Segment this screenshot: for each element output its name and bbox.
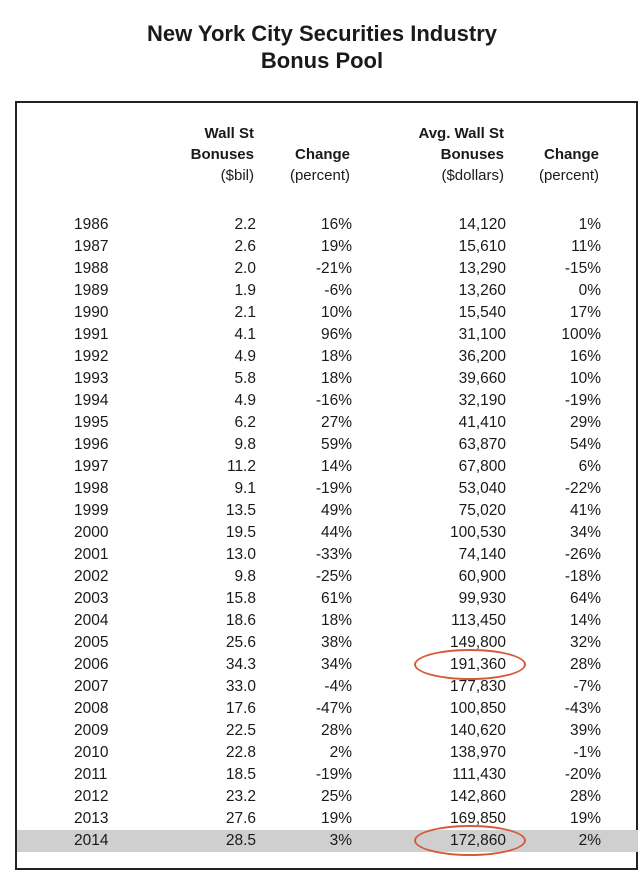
avg-bonuses-cell: 36,200 — [458, 348, 506, 365]
table-row — [17, 478, 638, 500]
avg-change-cell: 41% — [569, 502, 601, 519]
table-row — [17, 434, 638, 456]
page-title — [0, 20, 644, 74]
avg-change-cell: -43% — [564, 700, 601, 717]
header-avg-change — [539, 144, 599, 186]
year-cell: 1994 — [74, 392, 109, 409]
table-row — [17, 808, 638, 830]
year-cell: 1999 — [74, 502, 109, 519]
avg-bonuses-cell: 74,140 — [458, 546, 506, 563]
table-row — [17, 346, 638, 368]
table-row — [17, 368, 638, 390]
avg-bonuses-cell: 53,040 — [458, 480, 506, 497]
bonuses-cell: 2.1 — [234, 304, 256, 321]
bonuses-cell: 4.9 — [234, 392, 256, 409]
avg-bonuses-cell: 140,620 — [449, 722, 506, 739]
year-cell: 1995 — [74, 414, 109, 431]
year-cell: 1988 — [74, 260, 109, 277]
bonuses-cell: 1.9 — [234, 282, 256, 299]
avg-change-cell: 54% — [569, 436, 601, 453]
avg-bonuses-cell: 111,430 — [452, 766, 506, 783]
table-row — [17, 214, 638, 236]
year-cell: 1998 — [74, 480, 109, 497]
bonuses-cell: 17.6 — [225, 700, 256, 717]
change-cell: -19% — [315, 480, 352, 497]
bonuses-cell: 28.5 — [225, 832, 256, 849]
header-avg-line2: Bonuses — [440, 146, 504, 163]
header-bonuses — [191, 123, 254, 186]
bonuses-cell: 2.0 — [234, 260, 256, 277]
bonuses-cell: 13.0 — [225, 546, 256, 563]
year-cell: 1990 — [74, 304, 109, 321]
avg-bonuses-cell: 113,450 — [451, 612, 506, 629]
bonuses-cell: 5.8 — [234, 370, 256, 387]
avg-change-cell: 17% — [569, 304, 601, 321]
year-cell: 1997 — [74, 458, 109, 475]
bonuses-cell: 27.6 — [225, 810, 256, 827]
table-row — [17, 456, 638, 478]
avg-change-cell: 34% — [569, 524, 601, 541]
change-cell: 49% — [320, 502, 352, 519]
header-avg-unit: ($dollars) — [441, 167, 504, 184]
change-cell: 27% — [320, 414, 352, 431]
change-cell: 61% — [320, 590, 352, 607]
change-cell: 2% — [329, 744, 352, 761]
bonuses-cell: 2.2 — [234, 216, 256, 233]
bonuses-cell: 22.8 — [225, 744, 256, 761]
change-cell: 34% — [320, 656, 352, 673]
year-cell: 2007 — [74, 678, 109, 695]
avg-bonuses-cell: 39,660 — [458, 370, 506, 387]
avg-bonuses-cell: 14,120 — [458, 216, 506, 233]
avg-change-cell: 64% — [569, 590, 601, 607]
avg-change-cell: 2% — [578, 832, 601, 849]
change-cell: 16% — [320, 216, 352, 233]
avg-change-cell: 0% — [578, 282, 601, 299]
avg-bonuses-cell: 67,800 — [458, 458, 506, 475]
avg-change-cell: 29% — [569, 414, 601, 431]
change-cell: 18% — [320, 612, 352, 629]
avg-bonuses-cell: 15,610 — [458, 238, 506, 255]
year-cell: 2003 — [74, 590, 109, 607]
avg-change-cell: 14% — [569, 612, 601, 629]
table-row — [17, 500, 638, 522]
header-change-line1: Change — [294, 146, 350, 163]
avg-change-cell: -7% — [573, 678, 601, 695]
change-cell: 18% — [320, 370, 352, 387]
year-cell: 2014 — [74, 832, 109, 849]
avg-bonuses-cell: 169,850 — [449, 810, 506, 827]
change-cell: 25% — [320, 788, 352, 805]
change-cell: 19% — [320, 238, 352, 255]
change-cell: 59% — [320, 436, 352, 453]
title-line-2: Bonus Pool — [260, 48, 384, 73]
avg-change-cell: 100% — [561, 326, 601, 343]
avg-bonuses-cell: 32,190 — [458, 392, 506, 409]
header-avg-change-line1: Change — [543, 146, 599, 163]
data-table-body — [17, 214, 638, 852]
bonuses-cell: 9.1 — [234, 480, 256, 497]
bonuses-cell: 19.5 — [225, 524, 256, 541]
table-row — [17, 632, 638, 654]
change-cell: 18% — [320, 348, 352, 365]
avg-change-cell: 28% — [569, 788, 601, 805]
avg-bonuses-cell: 142,860 — [449, 788, 506, 805]
table-row — [17, 522, 638, 544]
year-cell: 1991 — [74, 326, 109, 343]
bonuses-cell: 15.8 — [225, 590, 256, 607]
year-cell: 2000 — [74, 524, 109, 541]
header-change — [290, 144, 350, 186]
avg-change-cell: -18% — [564, 568, 601, 585]
year-cell: 2008 — [74, 700, 109, 717]
change-cell: 96% — [320, 326, 352, 343]
table-row — [17, 764, 638, 786]
year-cell: 2009 — [74, 722, 109, 739]
year-cell: 2011 — [74, 766, 108, 783]
avg-change-cell: -15% — [564, 260, 601, 277]
avg-change-cell: 19% — [569, 810, 601, 827]
table-row — [17, 786, 638, 808]
header-bonuses-line1: Wall St — [204, 125, 254, 142]
bonuses-cell: 25.6 — [225, 634, 256, 651]
avg-change-cell: -19% — [564, 392, 601, 409]
header-avg-line1: Avg. Wall St — [418, 125, 504, 142]
bonuses-cell: 2.6 — [234, 238, 256, 255]
bonuses-cell: 4.9 — [234, 348, 256, 365]
avg-bonuses-cell: 13,290 — [458, 260, 506, 277]
bonuses-cell: 33.0 — [225, 678, 256, 695]
year-cell: 2002 — [74, 568, 109, 585]
change-cell: -4% — [324, 678, 352, 695]
change-cell: -16% — [315, 392, 352, 409]
avg-change-cell: -1% — [573, 744, 601, 761]
avg-bonuses-cell: 172,860 — [449, 832, 506, 849]
avg-bonuses-cell: 15,540 — [458, 304, 506, 321]
bonuses-cell: 11.2 — [226, 458, 256, 475]
bonuses-cell: 4.1 — [234, 326, 256, 343]
table-row — [17, 588, 638, 610]
table-row — [17, 258, 638, 280]
table-row — [17, 566, 638, 588]
avg-change-cell: 6% — [578, 458, 601, 475]
table-row — [17, 654, 638, 676]
avg-change-cell: 1% — [578, 216, 601, 233]
table-row — [17, 610, 638, 632]
header-bonuses-unit: ($bil) — [220, 167, 254, 184]
year-cell: 2012 — [74, 788, 109, 805]
year-cell: 2005 — [74, 634, 109, 651]
table-row — [17, 720, 638, 742]
change-cell: 3% — [329, 832, 352, 849]
change-cell: -25% — [315, 568, 352, 585]
table-row — [17, 302, 638, 324]
avg-bonuses-cell: 191,360 — [449, 656, 506, 673]
change-cell: 10% — [320, 304, 352, 321]
avg-change-cell: 28% — [569, 656, 601, 673]
avg-change-cell: -20% — [564, 766, 601, 783]
table-row — [17, 544, 638, 566]
change-cell: -19% — [315, 766, 352, 783]
change-cell: -47% — [315, 700, 352, 717]
year-cell: 1989 — [74, 282, 109, 299]
change-cell: -21% — [315, 260, 352, 277]
year-cell: 2010 — [74, 744, 109, 761]
table-row — [17, 698, 638, 720]
avg-bonuses-cell: 100,850 — [449, 700, 506, 717]
table-frame — [15, 101, 638, 870]
bonuses-cell: 9.8 — [234, 436, 256, 453]
bonuses-cell: 22.5 — [225, 722, 256, 739]
bonuses-cell: 9.8 — [234, 568, 256, 585]
header-avg-change-unit: (percent) — [538, 167, 599, 184]
avg-change-cell: 16% — [569, 348, 601, 365]
avg-bonuses-cell: 13,260 — [458, 282, 506, 299]
table-row — [17, 390, 638, 412]
avg-bonuses-cell: 138,970 — [449, 744, 506, 761]
avg-bonuses-cell: 177,830 — [449, 678, 506, 695]
table-row — [17, 742, 638, 764]
change-cell: 28% — [320, 722, 352, 739]
table-row — [17, 830, 638, 852]
table-row — [17, 280, 638, 302]
bonuses-cell: 23.2 — [225, 788, 256, 805]
avg-bonuses-cell: 60,900 — [458, 568, 506, 585]
avg-change-cell: 10% — [569, 370, 601, 387]
change-cell: 44% — [320, 524, 352, 541]
year-cell: 1993 — [74, 370, 109, 387]
bonuses-cell: 6.2 — [234, 414, 256, 431]
header-bonuses-line2: Bonuses — [190, 146, 254, 163]
table-row — [17, 324, 638, 346]
avg-change-cell: 39% — [569, 722, 601, 739]
change-cell: 14% — [320, 458, 352, 475]
avg-change-cell: -26% — [564, 546, 601, 563]
table-row — [17, 676, 638, 698]
header-change-unit: (percent) — [289, 167, 350, 184]
year-cell: 1996 — [74, 436, 109, 453]
avg-change-cell: 32% — [569, 634, 601, 651]
avg-change-cell: 11% — [571, 238, 601, 255]
year-cell: 2004 — [74, 612, 109, 629]
bonuses-cell: 34.3 — [225, 656, 256, 673]
avg-bonuses-cell: 100,530 — [449, 524, 506, 541]
year-cell: 1986 — [74, 216, 109, 233]
avg-bonuses-cell: 99,930 — [458, 590, 506, 607]
avg-bonuses-cell: 63,870 — [458, 436, 506, 453]
bonuses-cell: 18.5 — [225, 766, 256, 783]
avg-bonuses-cell: 31,100 — [458, 326, 506, 343]
year-cell: 2006 — [74, 656, 109, 673]
year-cell: 2001 — [74, 546, 109, 563]
table-row — [17, 412, 638, 434]
year-cell: 1987 — [74, 238, 109, 255]
year-cell: 1992 — [74, 348, 109, 365]
avg-change-cell: -22% — [564, 480, 601, 497]
bonuses-cell: 18.6 — [225, 612, 256, 629]
avg-bonuses-cell: 149,800 — [449, 634, 506, 651]
table-row — [17, 236, 638, 258]
avg-bonuses-cell: 41,410 — [458, 414, 506, 431]
change-cell: 38% — [320, 634, 352, 651]
avg-bonuses-cell: 75,020 — [458, 502, 506, 519]
change-cell: -33% — [315, 546, 352, 563]
header-avg-bonuses — [418, 123, 504, 186]
year-cell: 2013 — [74, 810, 109, 827]
bonuses-cell: 13.5 — [225, 502, 256, 519]
change-cell: 19% — [320, 810, 352, 827]
title-line-1: New York City Securities Industry — [146, 21, 498, 46]
change-cell: -6% — [324, 282, 352, 299]
